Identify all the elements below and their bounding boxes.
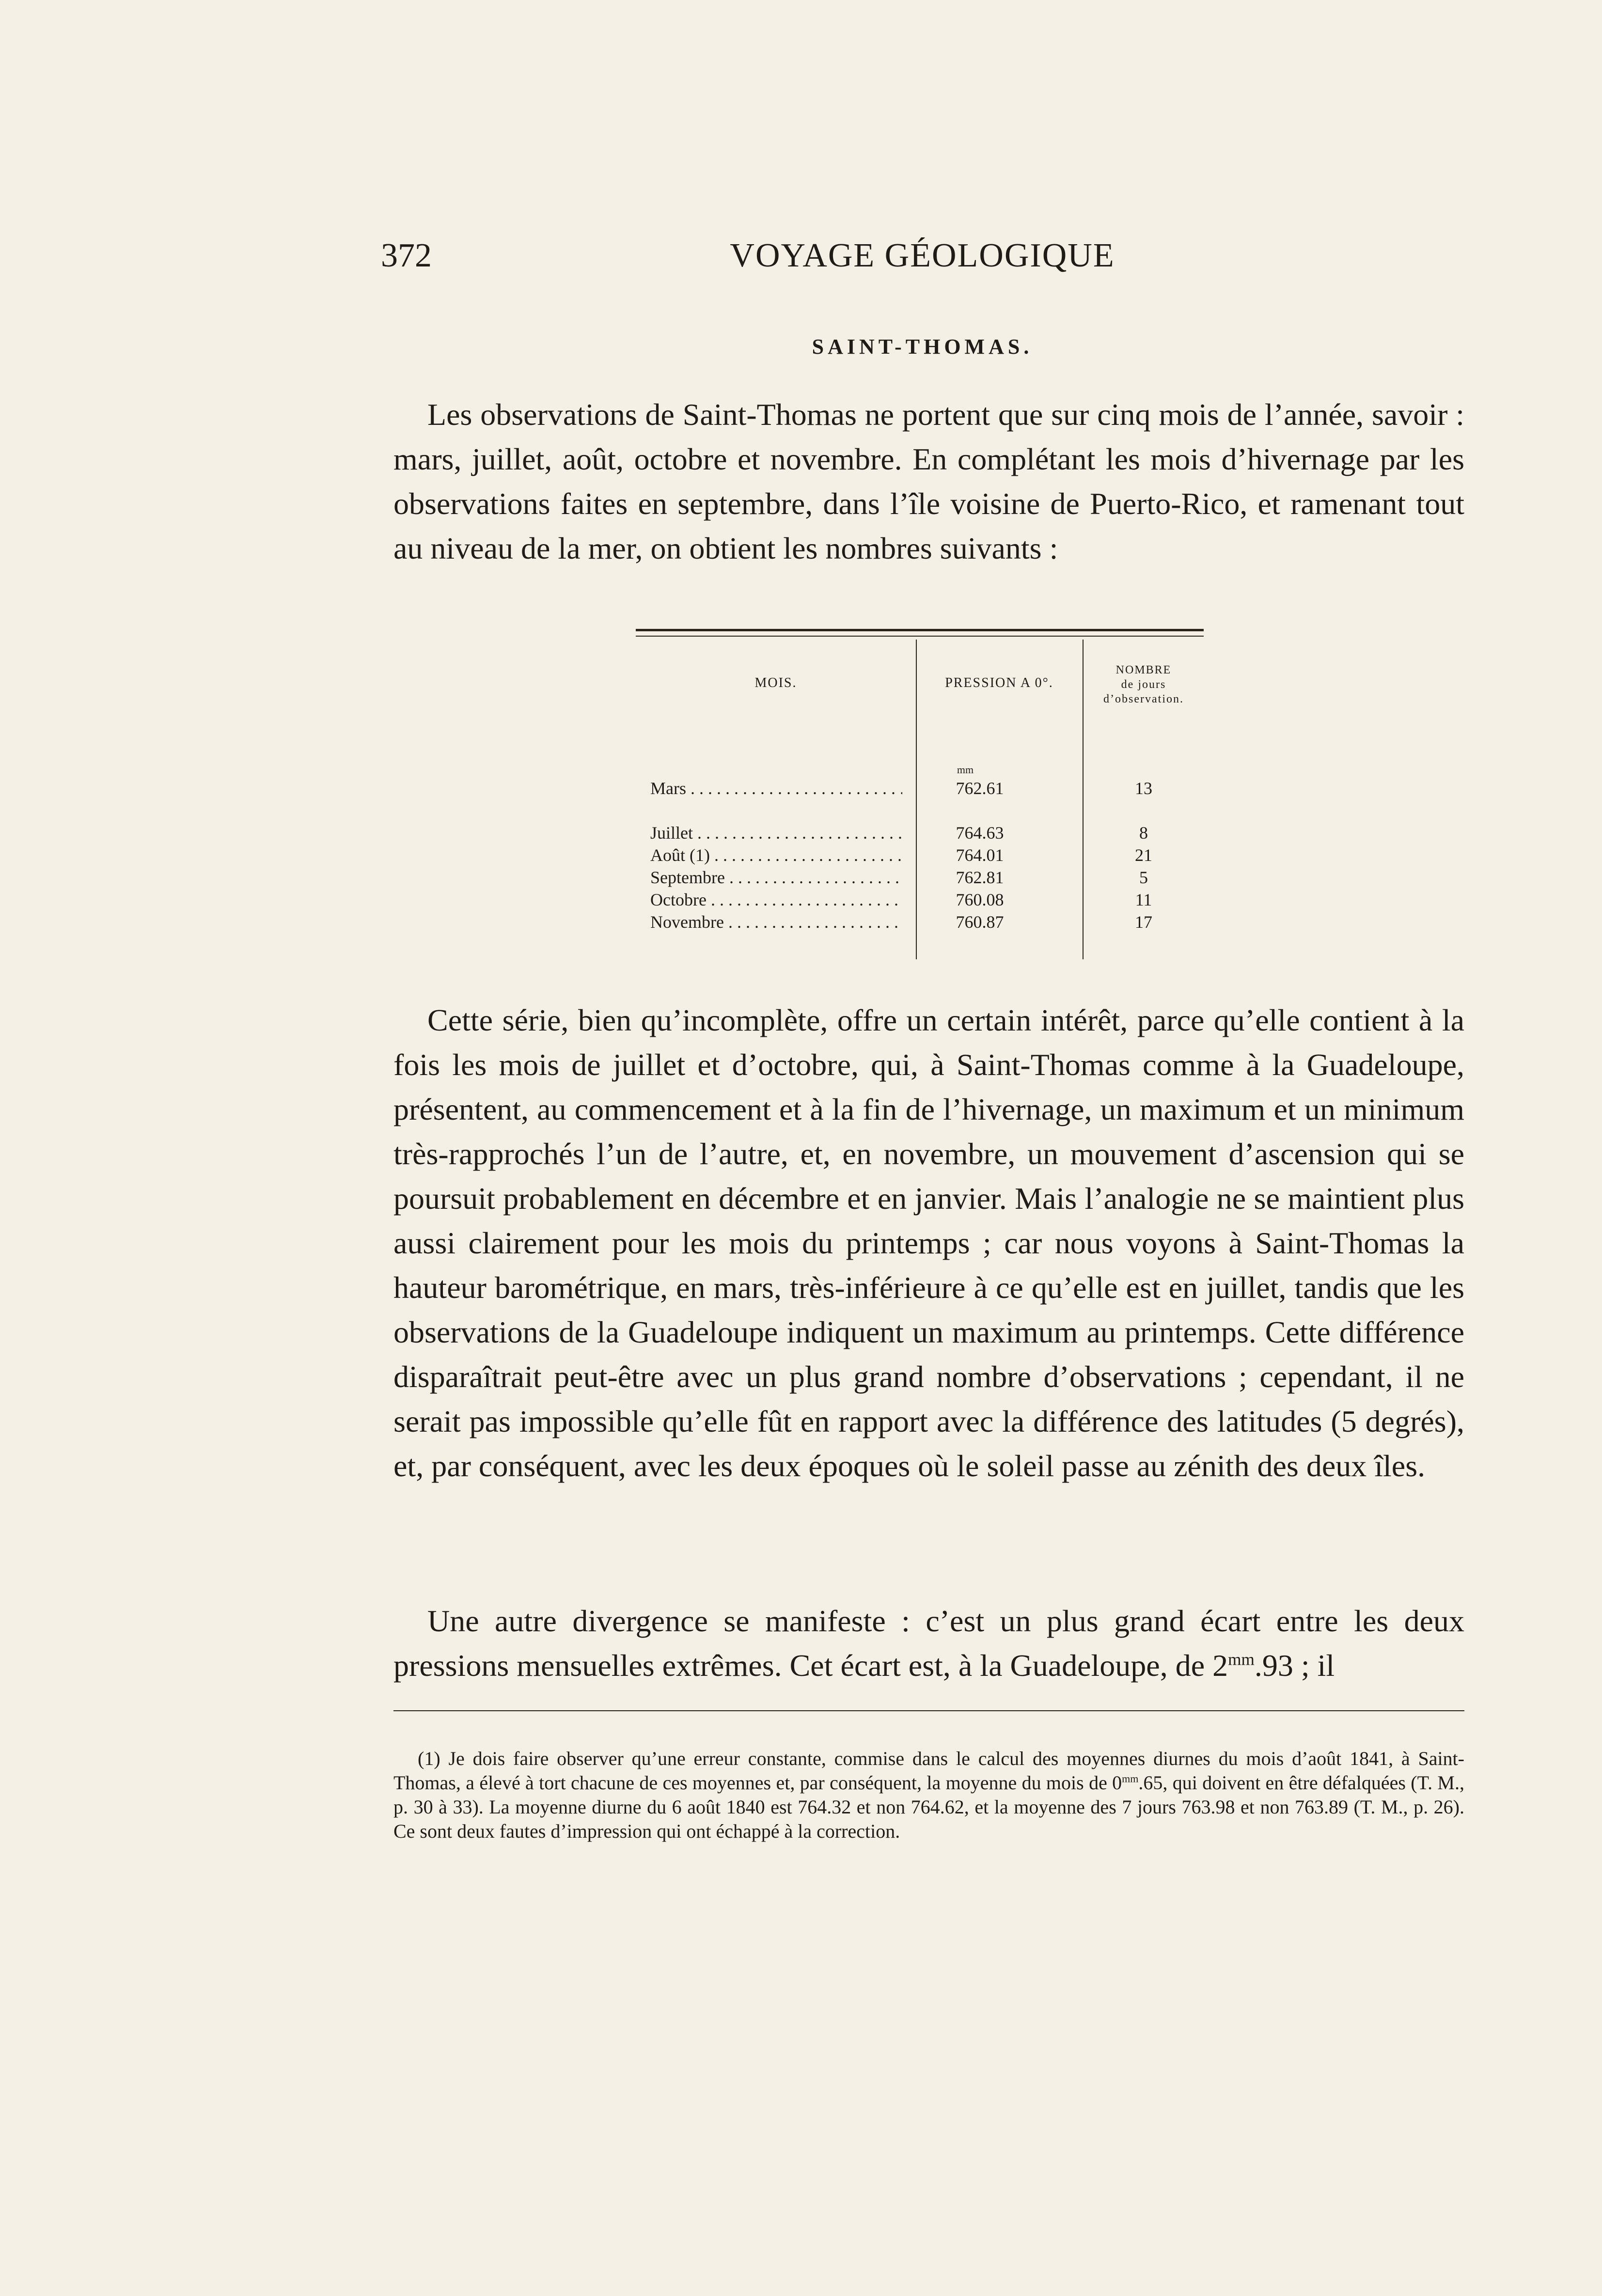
column-header-month: MOIS.: [754, 675, 797, 690]
table-top-rule-thick: [636, 629, 1204, 631]
column-header-days-line2: de jours: [1121, 678, 1166, 691]
row-month: Octobre . . .: [650, 890, 902, 910]
unit-superscript: mm: [1228, 1650, 1255, 1669]
row-month: Septembre . . .: [650, 867, 902, 888]
pressure-unit: mm: [957, 764, 974, 776]
row-month: Novembre . . .: [650, 912, 902, 932]
running-head: VOYAGE GÉOLOGIQUE: [730, 237, 1115, 274]
row-month: Juillet . . .: [650, 823, 902, 843]
paragraph-divergence: [393, 1599, 1464, 1688]
row-pressure: 762.81: [956, 868, 1004, 887]
table-row: [636, 867, 1204, 889]
row-days: 8: [1139, 823, 1148, 843]
footnote-text-end: .65, qui doivent en être défalquées (T. M., p. 30 à 33). La moyenne diurne du 6 août 1840 est 764.32 et non 764.62, et la moyenne des 7 jours 763.98 et non 763.89 (T. M., p. 26). Ce sont deux fautes d’impression qui ont échappé à la correction.: [393, 1772, 1465, 1842]
row-month: Août (1) . . .: [650, 845, 902, 865]
table-row: [636, 912, 1204, 933]
row-days: 5: [1139, 868, 1148, 887]
column-header-days: [1084, 663, 1204, 706]
row-days: 13: [1135, 779, 1152, 798]
footnote: [393, 1747, 1464, 1843]
row-pressure: 764.63: [956, 823, 1004, 843]
pressure-table: [636, 629, 1204, 963]
paragraph-intro: Les observations de Saint-Thomas ne portent que sur cinq mois de l’année, savoir : mars, juillet, août, octobre et novembre. En complétant les mois d’hivernage par les observations faites en septembre, dans l’île voisine de Puerto-Rico, et ramenant tout au niveau de la mer, on obtient les nombres suivants :: [393, 397, 1464, 565]
row-days: 11: [1135, 890, 1152, 909]
column-header-days-line3: d’observation.: [1103, 693, 1184, 705]
section-title: SAINT-THOMAS.: [812, 335, 1033, 359]
row-days: 17: [1135, 912, 1152, 932]
row-days: 21: [1135, 845, 1152, 865]
paragraph-divergence-text: Une autre divergence se manifeste : c’est un plus grand écart entre les deux pressions mensuelles extrêmes. Cet écart est, à la Guadeloupe, de 2: [393, 1604, 1464, 1683]
table-row: [636, 890, 1204, 911]
footnote-rule: [393, 1710, 1464, 1711]
column-header-days-line1: NOMBRE: [1115, 664, 1172, 676]
column-header-pressure: PRESSION A 0°.: [945, 675, 1053, 690]
row-pressure: 760.87: [956, 912, 1004, 932]
table-top-rule-thin: [636, 636, 1204, 637]
row-month: Mars . . .: [650, 778, 902, 798]
page-number: 372: [381, 237, 432, 274]
paragraph-divergence-end: .93 ; il: [1254, 1648, 1335, 1683]
row-pressure: 762.61: [956, 779, 1004, 798]
table-row: [636, 823, 1204, 844]
table-row: [636, 778, 1204, 799]
page-header: [381, 236, 1464, 280]
table-row: [636, 845, 1204, 866]
footnote-unit-superscript: mm: [1122, 1772, 1139, 1785]
row-pressure: 760.08: [956, 890, 1004, 909]
paragraph-analysis: Cette série, bien qu’incomplète, offre un certain intérêt, parce qu’elle contient à la fois les mois de juillet et d’octobre, qui, à Saint-Thomas comme à la Guadeloupe, présentent, au commencement et à la fin de l’hivernage, un maximum et un minimum très-rapprochés l’un de l’autre, et, en novembre, un mouvement d’ascension qui se poursuit probablement en décembre et en janvier. Mais l’analogie ne se maintient plus aussi clairement pour les mois du printemps ; car nous voyons à Saint-Thomas la hauteur barométrique, en mars, très-inférieure à ce qu’elle est en juillet, tandis que les observations de la Guadeloupe indiquent un maximum au printemps. Cette différence disparaîtrait peut-être avec un plus grand nombre d’observations ; cependant, il ne serait pas impossible qu’elle fût en rapport avec la différence des latitudes (5 degrés), et, par conséquent, avec les deux époques où le soleil passe au zénith des deux îles.: [393, 1003, 1464, 1483]
footnote-text-start: (1) Je dois faire observer qu’une erreur constante, commise dans le calcul des moyennes diurnes du mois d’août 1841, à Saint-Thomas, a élevé à tort chacune de ces moyennes et, par conséquent, la moyenne du mois de 0: [393, 1748, 1464, 1794]
row-pressure: 764.01: [956, 845, 1004, 865]
